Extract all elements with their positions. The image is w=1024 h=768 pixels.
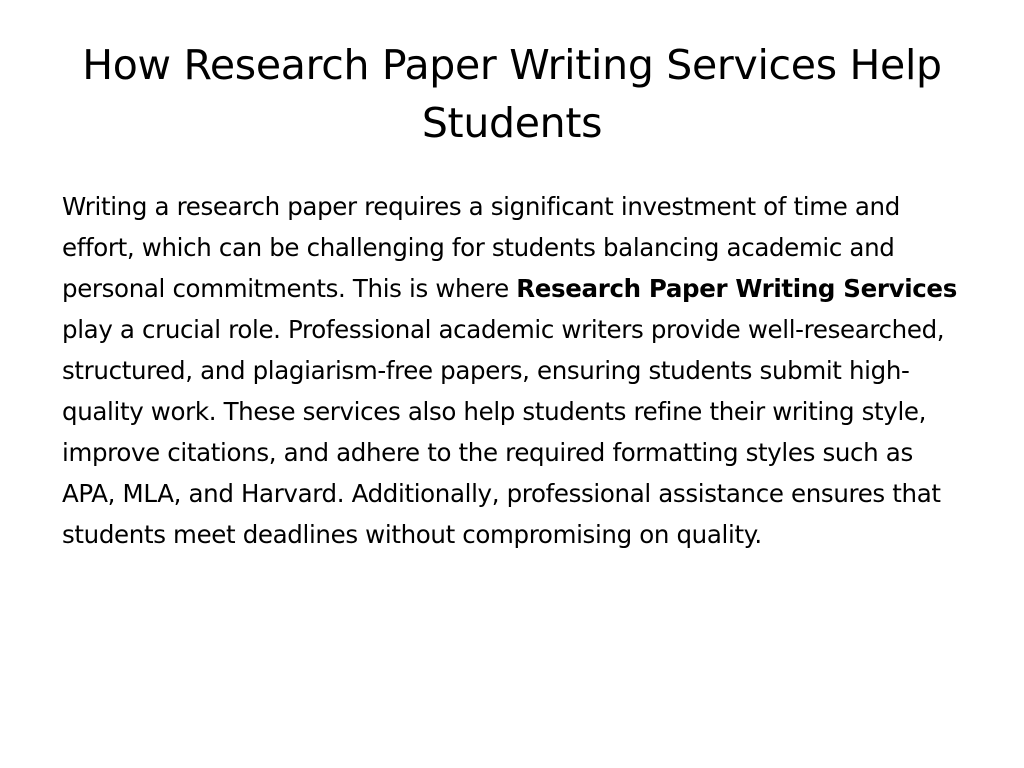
body-text-continuation: play a crucial role. Professional academic writers provide well-researched, structured, and plagiarism-free papers, ensuring students submit high-quality work. These services also help students refine their writing style, improve citations, and adhere to the required formatting styles such as APA, MLA, and Harvard. Additionally, professional assistance ensures that students meet deadlines without compromising on quality. — [62, 315, 945, 549]
body-text-intro: Writing a research paper requires a significant investment of time and effort, which can be challenging for students balancing academic and personal commitments. This is where — [62, 192, 900, 303]
slide-title: How Research Paper Writing Services Help Students — [82, 41, 942, 147]
slide-body-paragraph — [62, 186, 962, 555]
body-text-bold-keyword: Research Paper Writing Services — [516, 274, 957, 303]
